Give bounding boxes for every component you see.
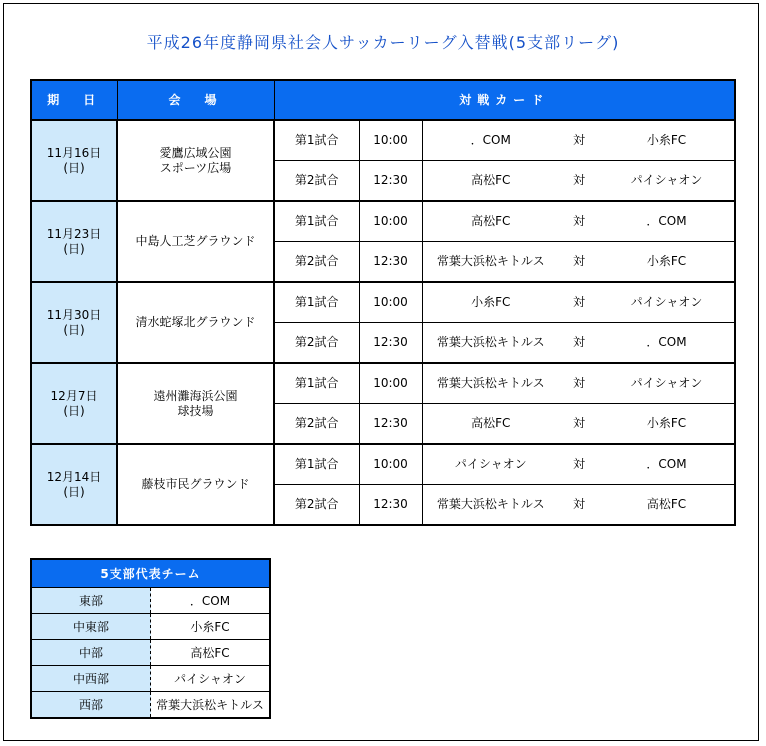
home-team: 常葉大浜松キトルス <box>422 323 559 364</box>
kickoff-time: 10:00 <box>359 282 422 323</box>
date-text: 12月14日 <box>46 469 102 484</box>
venue-cell <box>117 363 274 444</box>
home-team: 常葉大浜松キトルス <box>422 363 559 404</box>
vs-label: 対 <box>559 323 599 364</box>
game-label: 第2試合 <box>274 485 359 526</box>
representatives-title: 5支部代表チーム <box>31 559 270 588</box>
vs-label: 対 <box>559 120 599 161</box>
kickoff-time: 12:30 <box>359 242 422 283</box>
away-team: パイシャオン <box>599 161 735 202</box>
date-cell <box>31 282 117 363</box>
team-cell: 小糸FC <box>151 614 271 640</box>
game-label: 第2試合 <box>274 242 359 283</box>
team-cell: 高松FC <box>151 640 271 666</box>
header-venue: 会 場 <box>117 80 274 120</box>
away-team: ．COM <box>599 444 735 485</box>
venue-cell <box>117 282 274 363</box>
date-text: 12月7日 <box>50 388 98 403</box>
away-team: パイシャオン <box>599 282 735 323</box>
vs-label: 対 <box>559 161 599 202</box>
game-label: 第1試合 <box>274 120 359 161</box>
region-cell: 中東部 <box>31 614 151 640</box>
away-team: 小糸FC <box>599 120 735 161</box>
venue-line-2: 球技場 <box>177 403 214 418</box>
table-row <box>31 363 735 404</box>
venue-line-1: 愛鷹広域公園 <box>159 145 232 160</box>
table-row <box>31 666 270 692</box>
kickoff-time: 12:30 <box>359 404 422 445</box>
team-cell: ．COM <box>151 588 271 614</box>
venue-line-1: 藤枝市民グラウンド <box>141 477 250 491</box>
away-team: ．COM <box>599 323 735 364</box>
game-label: 第1試合 <box>274 201 359 242</box>
schedule-body <box>31 120 735 525</box>
home-team: 高松FC <box>422 201 559 242</box>
venue-line-1: 遠州灘海浜公園 <box>153 388 238 403</box>
game-label: 第2試合 <box>274 323 359 364</box>
venue-cell <box>117 120 274 201</box>
table-row <box>31 120 735 161</box>
date-cell <box>31 201 117 282</box>
table-row <box>31 444 735 485</box>
region-cell: 中西部 <box>31 666 151 692</box>
venue-line-2: スポーツ広場 <box>159 160 232 175</box>
weekday-text: (日) <box>63 322 85 337</box>
home-team: パイシャオン <box>422 444 559 485</box>
home-team: 高松FC <box>422 161 559 202</box>
representatives-header-row <box>31 559 270 588</box>
date-text: 11月16日 <box>46 145 102 160</box>
game-label: 第1試合 <box>274 444 359 485</box>
home-team: 常葉大浜松キトルス <box>422 242 559 283</box>
game-label: 第2試合 <box>274 404 359 445</box>
home-team: ．COM <box>422 120 559 161</box>
vs-label: 対 <box>559 242 599 283</box>
home-team: 高松FC <box>422 404 559 445</box>
vs-label: 対 <box>559 485 599 526</box>
vs-label: 対 <box>559 282 599 323</box>
home-team: 小糸FC <box>422 282 559 323</box>
region-cell: 東部 <box>31 588 151 614</box>
schedule-table <box>30 79 736 526</box>
table-row <box>31 692 270 719</box>
away-team: パイシャオン <box>599 363 735 404</box>
kickoff-time: 12:30 <box>359 323 422 364</box>
kickoff-time: 12:30 <box>359 485 422 526</box>
venue-cell <box>117 201 274 282</box>
away-team: 高松FC <box>599 485 735 526</box>
header-card: 対戦カード <box>274 80 735 120</box>
game-label: 第1試合 <box>274 282 359 323</box>
table-row <box>31 201 735 242</box>
page-title: 平成26年度静岡県社会人サッカーリーグ入替戦(5支部リーグ) <box>146 33 620 52</box>
date-text: 11月23日 <box>46 226 102 241</box>
vs-label: 対 <box>559 363 599 404</box>
away-team: 小糸FC <box>599 404 735 445</box>
vs-label: 対 <box>559 201 599 242</box>
kickoff-time: 10:00 <box>359 363 422 404</box>
kickoff-time: 10:00 <box>359 120 422 161</box>
kickoff-time: 12:30 <box>359 161 422 202</box>
home-team: 常葉大浜松キトルス <box>422 485 559 526</box>
table-row <box>31 640 270 666</box>
date-cell <box>31 363 117 444</box>
kickoff-time: 10:00 <box>359 444 422 485</box>
venue-line-1: 清水蛇塚北グラウンド <box>135 315 256 329</box>
schedule-header-row <box>31 80 735 120</box>
weekday-text: (日) <box>63 160 85 175</box>
vs-label: 対 <box>559 404 599 445</box>
weekday-text: (日) <box>63 241 85 256</box>
representatives-table <box>30 558 271 719</box>
table-row <box>31 588 270 614</box>
date-cell <box>31 120 117 201</box>
venue-cell <box>117 444 274 525</box>
away-team: ．COM <box>599 201 735 242</box>
team-cell: パイシャオン <box>151 666 271 692</box>
region-cell: 西部 <box>31 692 151 719</box>
date-cell <box>31 444 117 525</box>
team-cell: 常葉大浜松キトルス <box>151 692 271 719</box>
game-label: 第1試合 <box>274 363 359 404</box>
table-row <box>31 614 270 640</box>
table-row <box>31 282 735 323</box>
date-text: 11月30日 <box>46 307 102 322</box>
venue-line-1: 中島人工芝グラウンド <box>135 234 256 248</box>
game-label: 第2試合 <box>274 161 359 202</box>
region-cell: 中部 <box>31 640 151 666</box>
weekday-text: (日) <box>63 484 85 499</box>
away-team: 小糸FC <box>599 242 735 283</box>
kickoff-time: 10:00 <box>359 201 422 242</box>
vs-label: 対 <box>559 444 599 485</box>
header-date: 期 日 <box>31 80 117 120</box>
weekday-text: (日) <box>63 403 85 418</box>
